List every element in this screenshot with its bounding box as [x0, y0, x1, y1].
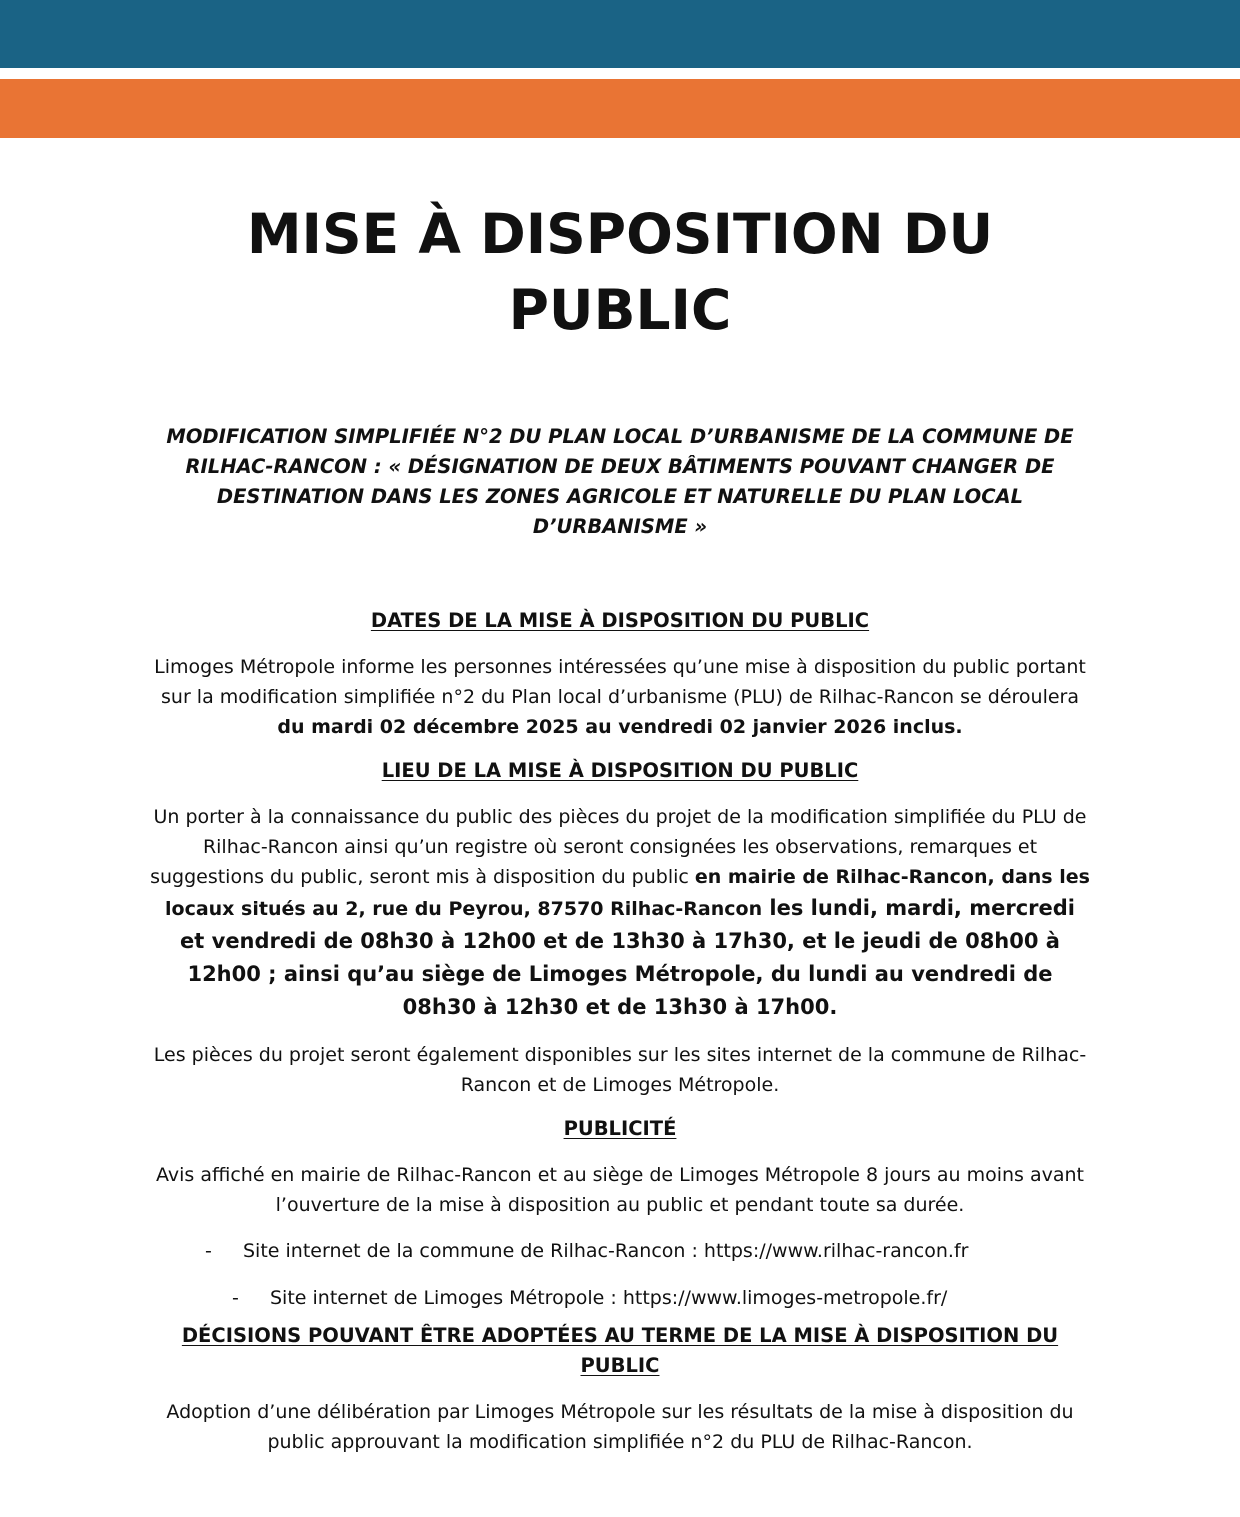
list-item — [150, 1236, 1090, 1266]
decisions-paragraph: Adoption d’une délibération par Limoges Métropole sur les résultats de la mise à disposition du public approuvant la modification simplifiée n°2 du PLU de Rilhac-Rancon. — [166, 1401, 1074, 1453]
dates-period: du mardi 02 décembre 2025 au vendredi 02 janvier 2026 inclus. — [277, 716, 963, 738]
bullet-marker: - — [205, 1240, 212, 1262]
metropole-website-text: Site internet de Limoges Métropole : https://www.limoges-metropole.fr/ — [270, 1287, 948, 1309]
page-title: MISE À DISPOSITION DU PUBLIC — [246, 202, 994, 342]
lieu-heading: LIEU DE LA MISE À DISPOSITION DU PUBLIC — [381, 759, 859, 782]
lieu-paragraph — [150, 802, 1090, 1024]
subtitle: MODIFICATION SIMPLIFIÉE N°2 DU PLAN LOCAL D’URBANISME DE LA COMMUNE DE RILHAC-RANCON : « DÉSIGNATION DE DEUX BÂTIMENTS POUVANT CHANGER DE DESTINATION DANS LES ZONES AGRICOLE ET NATURELLE DU PLAN LOCAL D’URBANISME » — [166, 425, 1074, 538]
lieu-hours: les lundi, mardi, mercredi et vendredi de 08h30 à 12h00 et de 13h30 à 17h30, et le jeudi de 08h00 à 12h00 ; ainsi qu’au siège de Limoges Métropole, du lundi au vendredi de 08h30 à 12h30 et de 13h30 à 17h00. — [180, 896, 1075, 1019]
bullet-marker: - — [232, 1287, 239, 1309]
document-body — [150, 196, 1090, 1457]
lieu-text: Un porter à la connaissance du public des pièces du projet de la modification simplifiée du PLU de Rilhac-Rancon ainsi qu’un registre où seront consignées les observations, remarques et suggestions du public, seront mis à disposition du public — [150, 806, 1087, 888]
dates-text: Limoges Métropole informe les personnes intéressées qu’une mise à disposition du public portant sur la modification simplifiée n°2 du Plan local d’urbanisme (PLU) de Rilhac-Rancon se déroulera — [154, 656, 1086, 708]
header-blue-band — [0, 0, 1240, 68]
commune-website-text: Site internet de la commune de Rilhac-Rancon : https://www.rilhac-rancon.fr — [243, 1240, 969, 1262]
header-orange-band — [0, 79, 1240, 138]
publicite-paragraph: Avis affiché en mairie de Rilhac-Rancon et au siège de Limoges Métropole 8 jours au moins avant l’ouverture de la mise à disposition au public et pendant toute sa durée. — [156, 1164, 1084, 1216]
lieu-location: en mairie de Rilhac-Rancon, dans les locaux situés au 2, rue du Peyrou, 87570 Rilhac-Rancon — [165, 866, 1090, 920]
lieu-online-paragraph: Les pièces du projet seront également disponibles sur les sites internet de la commune de Rilhac-Rancon et de Limoges Métropole. — [153, 1044, 1087, 1096]
list-item — [150, 1283, 1090, 1313]
publicite-heading: PUBLICITÉ — [563, 1117, 677, 1140]
dates-paragraph — [150, 652, 1090, 742]
dates-heading: DATES DE LA MISE À DISPOSITION DU PUBLIC — [370, 609, 870, 632]
decisions-heading: DÉCISIONS POUVANT ÊTRE ADOPTÉES AU TERME DE LA MISE À DISPOSITION DU PUBLIC — [181, 1324, 1059, 1377]
